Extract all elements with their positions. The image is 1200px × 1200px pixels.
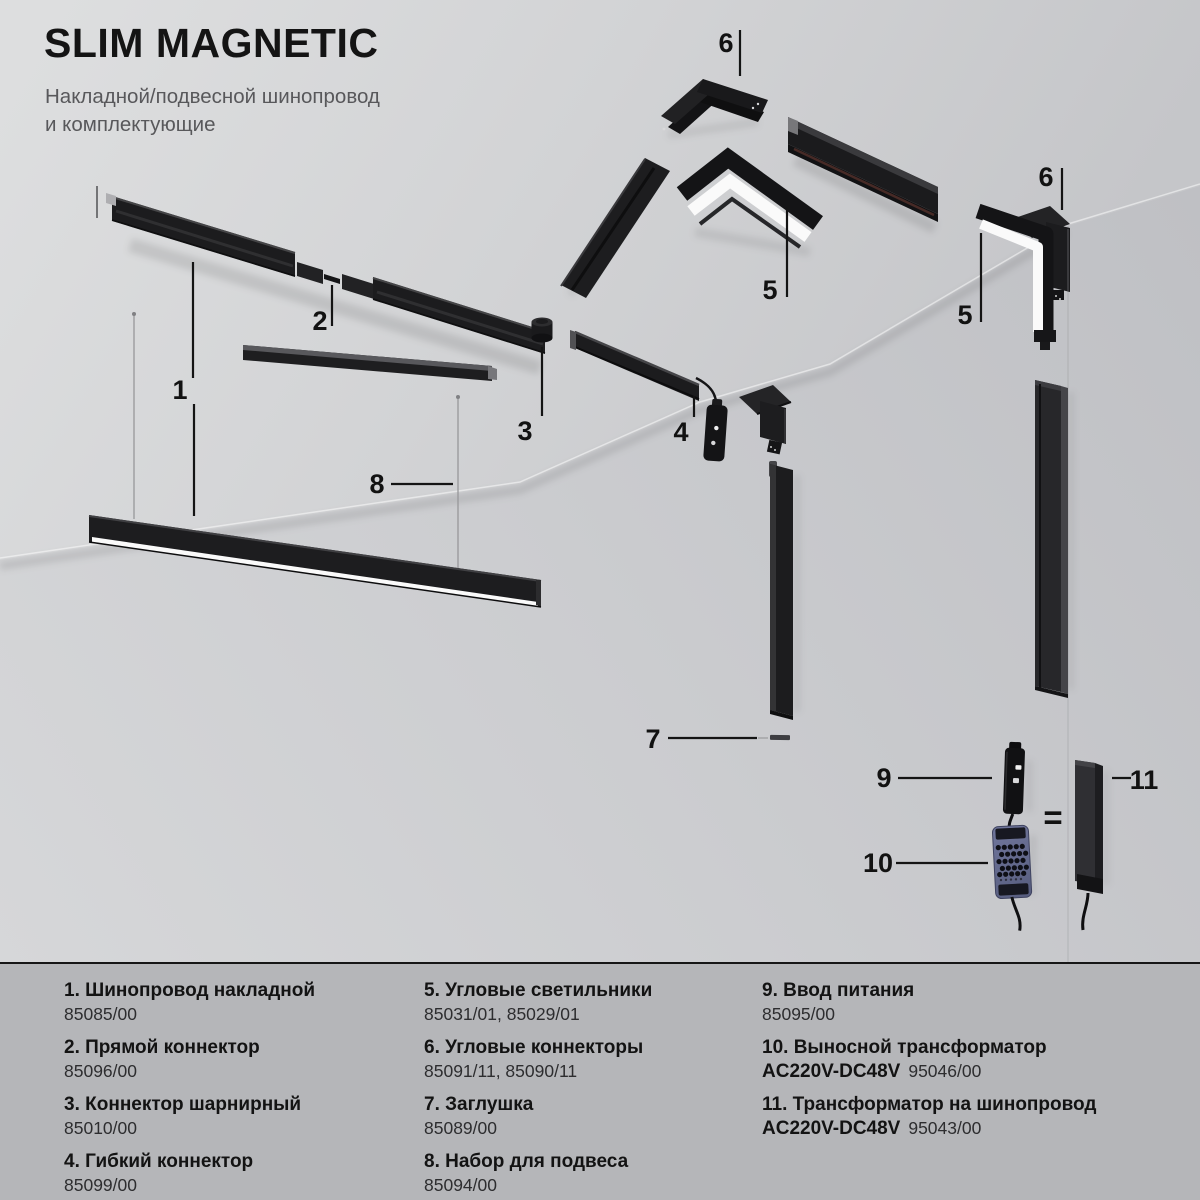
subtitle-line-1: Накладной/подвесной шинопровод (45, 85, 380, 108)
legend-item-5: 5. Угловые светильники 85031/01, 85029/01 (424, 980, 754, 1025)
legend-item-8: 8. Набор для подвеса 85094/00 (424, 1151, 754, 1196)
article-code: 85085/00 (64, 1004, 137, 1024)
article-code: AC220V-DC48V 95043/00 (762, 1118, 982, 1139)
article-code: 85094/00 (424, 1175, 497, 1195)
article-code: AC220V-DC48V 95046/00 (762, 1061, 982, 1082)
legend-item-9: 9. Ввод питания 85095/00 (762, 980, 1162, 1025)
legend-item-4: 4. Гибкий коннектор 85099/00 (64, 1151, 414, 1196)
article-code: 85095/00 (762, 1004, 835, 1024)
callout-4: 4 (673, 417, 689, 447)
header (44, 20, 380, 139)
callout-8: 8 (369, 469, 385, 499)
callout-5b: 5 (957, 300, 973, 330)
equals-sign: = (1043, 799, 1063, 836)
callout-1: 1 (172, 375, 188, 405)
callout-3: 3 (517, 416, 533, 446)
article-code: 85031/01, 85029/01 (424, 1004, 580, 1024)
legend-item-1: 1. Шинопровод накладной 85085/00 (64, 980, 414, 1025)
legend-item-7: 7. Заглушка 85089/00 (424, 1094, 754, 1139)
wall-track-right (1035, 380, 1068, 698)
page-title: SLIM MAGNETIC (44, 20, 379, 66)
article-code: 85091/11, 85090/11 (424, 1061, 578, 1081)
callout-10: 10 (862, 848, 894, 878)
legend-item-2: 2. Прямой коннектор 85096/00 (64, 1037, 414, 1082)
legend-column-2 (424, 980, 754, 1200)
callout-11: 11 (1129, 765, 1159, 795)
legend-item-3: 3. Коннектор шарнирный 85010/00 (64, 1094, 414, 1139)
callout-9: 9 (876, 763, 892, 793)
article-code: 85096/00 (64, 1061, 137, 1081)
legend-column-1 (64, 980, 414, 1200)
callout-2: 2 (312, 306, 328, 336)
callout-6a: 6 (718, 28, 734, 58)
legend-item-10: 10. Выносной трансформатор AC220V-DC48V 95046/00 (762, 1037, 1162, 1082)
article-code: 85089/00 (424, 1118, 497, 1138)
page-subtitle (45, 83, 380, 139)
wall-track-left (769, 461, 793, 720)
article-code: 85099/00 (64, 1175, 137, 1195)
legend-item-11: 11. Трансформатор на шинопровод AC220V-DC48V 95043/00 (762, 1094, 1162, 1139)
hinge-connector (532, 318, 553, 343)
callout-7: 7 (645, 724, 661, 754)
legend-item-6: 6. Угловые коннекторы 85091/11, 85090/11 (424, 1037, 754, 1082)
article-code: 85010/00 (64, 1118, 137, 1138)
legend-panel (0, 962, 1200, 1200)
legend-column-3 (762, 980, 1162, 1151)
callout-5a: 5 (762, 275, 778, 305)
subtitle-line-2: и комплектующие (45, 113, 216, 136)
callout-6b: 6 (1038, 162, 1054, 192)
